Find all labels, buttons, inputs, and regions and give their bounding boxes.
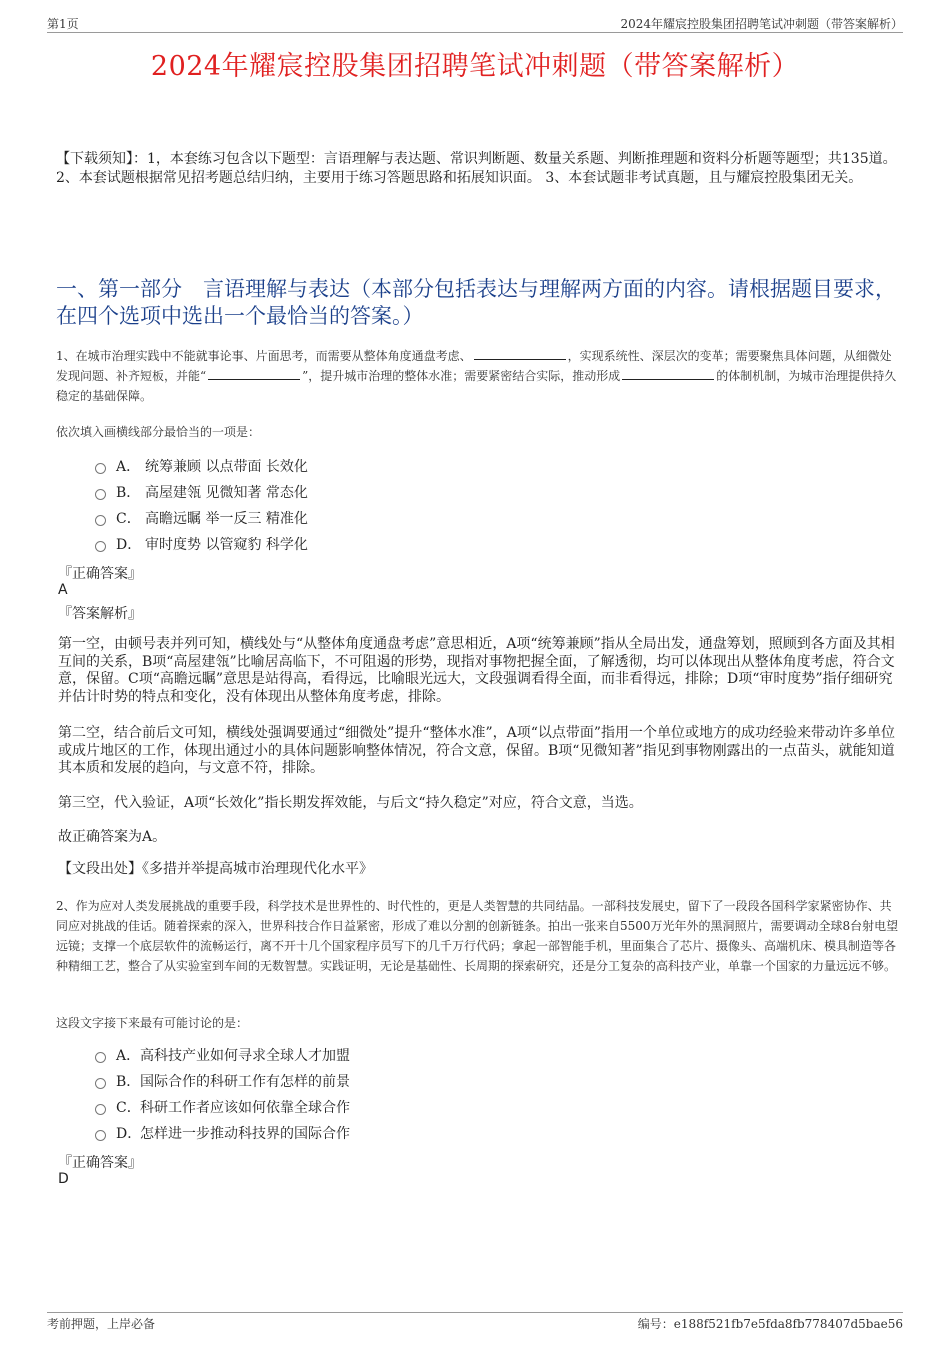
q1-stem-part-4: 的体制机制，为城市治理提供持久稳定的基础保障。 bbox=[56, 369, 897, 403]
q2-option-d[interactable] bbox=[95, 1120, 350, 1146]
radio-icon[interactable] bbox=[95, 541, 106, 552]
question-2-options bbox=[95, 1042, 350, 1146]
option-letter: B． bbox=[116, 1074, 141, 1090]
fill-blank-2 bbox=[208, 367, 300, 380]
q1-analysis-label: 『答案解析』 bbox=[58, 606, 142, 622]
footer-slogan: 考前押题，上岸必备 bbox=[47, 1317, 156, 1331]
radio-icon[interactable] bbox=[95, 515, 106, 526]
q1-stem-part-1: 1、在城市治理实践中不能就事论事、片面思考，而需要从整体角度通盘考虑、 bbox=[56, 349, 472, 363]
radio-icon[interactable] bbox=[95, 1052, 106, 1063]
option-text: 高瞻远瞩 举一反三 精准化 bbox=[145, 511, 308, 527]
section-title: 一、第一部分 言语理解与表达（本部分包括表达与理解两方面的内容。请根据题目要求，在四个选项中选出一个最恰当的答案。） bbox=[56, 277, 896, 328]
question-1-options bbox=[95, 453, 308, 557]
option-letter: D． bbox=[116, 1126, 142, 1142]
q1-source: 【文段出处】《多措并举提高城市治理现代化水平》 bbox=[58, 861, 373, 877]
option-letter: A． bbox=[116, 459, 141, 475]
option-letter: C． bbox=[116, 511, 141, 527]
option-text: 高科技产业如何寻求全球人才加盟 bbox=[140, 1048, 350, 1064]
download-notice: 【下载须知】：1，本套练习包含以下题型：言语理解与表达题、常识判断题、数量关系题、判断推理题和资料分析题等题型；共135道。 2、本套试题根据常见招考题总结归纳，主要用于练习答题思路和拓展知识面。 3、本套试题非考试真题，且与耀宸控股集团无关。 bbox=[56, 151, 897, 186]
q1-analysis-paragraph: 第二空，结合前后文可知，横线处强调要通过“细微处”提升“整体水准”，A项“以点带面”指用一个单位或地方的成功经验来带动许多单位或成片地区的工作，体现出通过小的具体问题影响整体情况，符合文意，保留。B项“见微知著”指见到事物刚露出的一点苗头，就能知道其本质和发展的趋向，与文意不符，排除。 bbox=[58, 725, 896, 776]
question-2-stem: 2、作为应对人类发展挑战的重要手段，科学技术是世界性的、时代性的，更是人类智慧的共同结晶。一部科技发展史，留下了一段段各国科学家紧密协作、共同应对挑战的佳话。随着探索的深入，世界科技合作日益紧密，形成了难以分割的创新链条。拍出一张来自5500万光年外的黑洞照片，需要调动全球8台射电望远镜；支撑一个底层软件的流畅运行，离不开十几个国家程序员写下的几千万行代码；拿起一部智能手机，里面集合了芯片、摄像头、高端机床、模具制造等各种精细工艺，整合了从实验室到车间的无数智慧。实践证明，无论是基础性、长周期的探索研究，还是分工复杂的高科技产业，单靠一个国家的力量远远不够。 bbox=[56, 899, 899, 973]
option-text: 审时度势 以管窥豹 科学化 bbox=[145, 537, 308, 553]
q1-analysis-paragraph: 第一空，由顿号表并列可知，横线处与“从整体角度通盘考虑”意思相近，A项“统筹兼顾”指从全局出发，通盘筹划，照顾到各方面及其相互间的关系，B项“高屋建瓴”比喻居高临下，不可阻遏的形势，现指对事物把握全面，了解透彻，均可以体现出从整体角度考虑，符合文意，保留。C项“高瞻远瞩”意思是站得高，看得远，比喻眼光远大，文段强调看得全面，而非看得远，排除；D项“审时度势”指仔细研究并估计时势的特点和变化，没有体现出从整体角度考虑，排除。 bbox=[58, 636, 895, 705]
fill-blank-1 bbox=[474, 347, 566, 360]
q1-answer-label: 『正确答案』 bbox=[58, 566, 142, 582]
option-text: 怎样进一步推动科技界的国际合作 bbox=[140, 1126, 350, 1142]
q2-option-a[interactable] bbox=[95, 1042, 350, 1068]
radio-icon[interactable] bbox=[95, 1130, 106, 1141]
radio-icon[interactable] bbox=[95, 463, 106, 474]
radio-icon[interactable] bbox=[95, 489, 106, 500]
header-doc-title: 2024年耀宸控股集团招聘笔试冲刺题（带答案解析） bbox=[620, 17, 903, 31]
fill-blank-3 bbox=[622, 367, 714, 380]
option-letter: B． bbox=[116, 485, 141, 501]
q1-stem-part-3: ”，提升城市治理的整体水准；需要紧密结合实际，推动形成 bbox=[302, 369, 621, 383]
question-1-prompt: 依次填入画横线部分最恰当的一项是： bbox=[56, 425, 261, 439]
page-number: 第1页 bbox=[47, 17, 79, 31]
q1-option-b[interactable] bbox=[95, 479, 308, 505]
q1-option-d[interactable] bbox=[95, 531, 308, 557]
q1-analysis-paragraph: 故正确答案为A。 bbox=[58, 829, 167, 845]
option-text: 科研工作者应该如何依靠全球合作 bbox=[140, 1100, 350, 1116]
question-1-stem bbox=[56, 346, 902, 406]
option-letter: A． bbox=[116, 1048, 141, 1064]
q1-analysis-paragraph: 第三空，代入验证，A项“长效化”指长期发挥效能，与后文“持久稳定”对应，符合文意，当选。 bbox=[58, 795, 643, 811]
radio-icon[interactable] bbox=[95, 1078, 106, 1089]
radio-icon[interactable] bbox=[95, 1104, 106, 1115]
page-footer bbox=[47, 1312, 903, 1333]
option-letter: C． bbox=[116, 1100, 141, 1116]
q1-option-a[interactable] bbox=[95, 453, 308, 479]
q1-answer: A bbox=[58, 582, 68, 598]
q1-stem-part-2: ，实现系统性、深层次的变革；需要聚焦具体问题，从细微处发现问题、补齐短板，并能“ bbox=[56, 349, 892, 383]
q1-option-c[interactable] bbox=[95, 505, 308, 531]
option-letter: D． bbox=[116, 537, 142, 553]
q2-answer: D bbox=[58, 1171, 69, 1187]
q2-answer-label: 『正确答案』 bbox=[58, 1155, 142, 1171]
document-title: 2024年耀宸控股集团招聘笔试冲刺题（带答案解析） bbox=[150, 51, 800, 82]
option-text: 统筹兼顾 以点带面 长效化 bbox=[145, 459, 308, 475]
option-text: 国际合作的科研工作有怎样的前景 bbox=[140, 1074, 350, 1090]
footer-code: 编号：e188f521fb7e5fda8fb778407d5bae56 bbox=[637, 1317, 903, 1331]
q2-option-c[interactable] bbox=[95, 1094, 350, 1120]
option-text: 高屋建瓴 见微知著 常态化 bbox=[145, 485, 308, 501]
q2-option-b[interactable] bbox=[95, 1068, 350, 1094]
question-2-prompt: 这段文字接下来最有可能讨论的是： bbox=[56, 1016, 249, 1030]
page-header bbox=[47, 14, 903, 33]
